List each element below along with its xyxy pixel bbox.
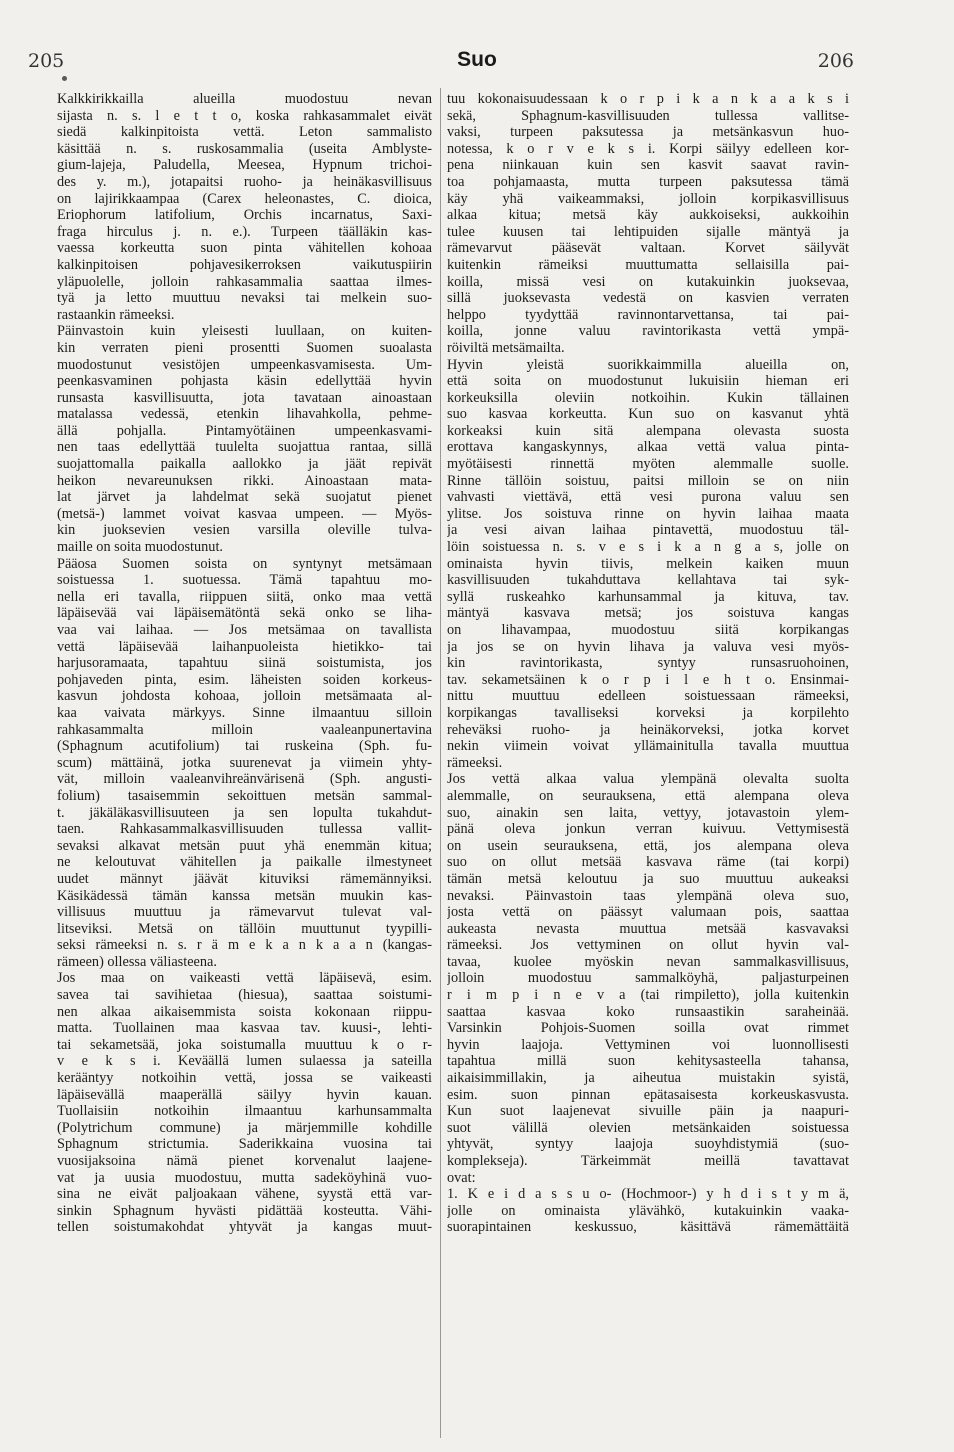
text-line: scum) mättäinä, jotka suurenevat ja viimein yhty- (57, 754, 432, 771)
text-line: kin verraten pieni prosentti Suomen suoalasta (57, 339, 432, 356)
text-line: helppo tyydyttää ravinnontarvettansa, tai pai- (447, 306, 849, 323)
column-divider (440, 88, 441, 1438)
text-line: matta. Tuollainen maa kasvaa tav. kuusi-, lehti- (57, 1020, 432, 1037)
text-line: rämevarvut pääsevät valtaan. Korvet säilyvät (447, 240, 849, 257)
text-line: kaa vaivata märkyys. Sinne ilmaantuu silloin (57, 704, 432, 721)
text-line: sinkin Sphagnum hyvästi pidättää kosteutta. Vähi- (57, 1202, 432, 1219)
text-line: vettä läpäisevää laihanpuoleista hietikko- tai (57, 638, 432, 655)
text-line: on lajirikkaampaa (Carex heleonastes, C. dioica, (57, 190, 432, 207)
text-line: Päinvastoin kuin yleisesti luullaan, on kuiten- (57, 323, 432, 340)
text-line: ne keloutuvat vähitellen ja paikalle ilmestyneet (57, 854, 432, 871)
text-line: kalkinpitoisen pohjavesikerroksen vaikutuspiirin (57, 256, 432, 273)
text-line: Varsinkin Pohjois-Suomen soilla ovat rimmet (447, 1020, 849, 1037)
text-line: (Polytrichum commune) ja märjemmille kohdille (57, 1119, 432, 1136)
text-line: erottava kangaskynnys, alkaa vettä valua pinta- (447, 439, 849, 456)
text-line: seksi rämeeksi n. s. r ä m e k a n k a a n (kangas- (57, 937, 432, 954)
text-line: sijasta n. s. l e t t o, koska rahkasammalet eivät (57, 107, 432, 124)
text-line: des y. m.), jotapaitsi ruoho- ja heinäkasvillisuus (57, 173, 432, 190)
left-page-number: 205 (28, 50, 65, 72)
text-line: (Sphagnum acutifolium) tai ruskeina (Sph. fu- (57, 738, 432, 755)
text-line: litseviksi. Metsä on tällöin muuttunut tyypilli- (57, 920, 432, 937)
text-line: suo, ainakin sen laita, vettyy, jotavastoin ylem- (447, 804, 849, 821)
text-line: suojattomalla paikalla aallokko ja jäät repivät (57, 456, 432, 473)
text-line: saattaa kasvaa koko runsaastikin saraheinää. (447, 1003, 849, 1020)
text-line: vahvasti viettävä, että vesi purona valuu sen (447, 489, 849, 506)
text-line: vaksi, turpeen paksutessa ja metsänkasvun huo- (447, 124, 849, 141)
text-line: taen. Rahkasammalkasvillisuuden tullessa vallit- (57, 821, 432, 838)
text-line: uudet männyt jäävät kituviksi rämemännyiksi. (57, 870, 432, 887)
running-title: Suo (457, 48, 497, 71)
text-line: kin juoksevien vesien varsilla oleville tulva- (57, 522, 432, 539)
text-line: rämeen) ollessa väliasteena. (57, 953, 217, 970)
text-line: soistuessa 1. suotuessa. Tämä tapahtuu mo- (57, 572, 432, 589)
text-line: heikon nevareunuksen rikki. Ainoastaan mata- (57, 472, 432, 489)
text-line: harjusoramaata, tapahtuu siinä soistumista, jos (57, 655, 432, 672)
text-line: jolloin muodostuu sammalköyhä, paljasturpeinen (447, 970, 849, 987)
text-line: ja jos se on hyvin lihava ja valuva vesi myös- (447, 638, 849, 655)
text-line: Tuollaisiin notkoihin ilmaantuu karhunsammalta (57, 1103, 432, 1120)
page-header (0, 50, 954, 80)
text-line: ällä pohjalla. Pintamyötäinen umpeenkasvami- (57, 422, 432, 439)
text-line: fraga hirculus j. n. e.). Turpeen täälläkin kas- (57, 223, 432, 240)
text-line: Sphagnum strictumia. Saderikkaina vuosina tai (57, 1136, 432, 1153)
text-line: pänä oleva jonkun verran kuivuu. Vettymisestä (447, 821, 849, 838)
text-line: ovat: (447, 1169, 476, 1186)
text-line: gium-lajeja, Paludella, Meesea, Hypnum trichoi- (57, 157, 432, 174)
right-text-column (447, 91, 849, 1441)
text-line: t. jäkäläkasvillisuuteen ja sen lopulta tukahdut- (57, 804, 432, 821)
text-line: komplekseja). Tärkeimmät meillä tavattavat (447, 1153, 849, 1169)
text-line: hyvin laajoja. Vettyminen voi luonnollisesti (447, 1036, 849, 1053)
text-line: mäntyä kasvava metsä; jos soistuva kangas (447, 605, 849, 622)
text-line: nella eri tavalla, riippuen siitä, onko maa vettä (57, 588, 432, 605)
text-line: jolle on ominaista ylävähkö, kutakuinkin vaaka- (447, 1202, 849, 1219)
text-line: kerääntyy notkoihin vettä, jossa se vaikeasti (57, 1070, 432, 1087)
text-line: Käsikädessä tämän kanssa metsän muukin kas- (57, 887, 432, 904)
text-line: nen taas edellyttää tuulelta suojattua rantaa, sillä (57, 439, 432, 456)
right-page-number: 206 (817, 50, 854, 72)
text-line: villisuus muuttuu ja rämevarvut tulevat val- (57, 904, 432, 921)
text-line: esim. suon pinnan epätasaisesta korkeuskasvusta. (447, 1086, 849, 1103)
text-line: alemmalle, on seurauksena, että alempana oleva (447, 787, 849, 804)
text-line: yläpuolelle, jolloin rahkasammalia saattaa ilmes- (57, 273, 432, 290)
text-line: käy yhä vaikeammaksi, jolloin korpikasvillisuus (447, 190, 849, 207)
text-line: nittu muuttuu edelleen soistuessaan rämeeksi, (447, 688, 849, 705)
text-line: lat järvet ja lahdelmat sekä suojatut pienet (57, 489, 432, 506)
text-line: vät, milloin vaaleanvihreänvärisenä (Sph. angusti- (57, 771, 432, 788)
text-line: vuosijaksoina nämä pienet korvenalut laajene- (57, 1153, 432, 1169)
text-line: kin ravintorikasta, syntyy runsasruohoinen, (447, 655, 849, 672)
text-line: v e k s i. Keväällä lumen sulaessa ja sateilla (57, 1053, 432, 1070)
text-line: muodostunut vesistöjen umpeenkasvamisesta. Um- (57, 356, 432, 373)
text-line: nevaksi. Päinvastoin taas ylempänä oleva suo, (447, 887, 849, 904)
text-line: savea tai savihietaa (hiesua), saattaa soistumi- (57, 987, 432, 1004)
text-line: Kalkkirikkailla alueilla muodostuu nevan (57, 91, 432, 107)
text-line: vaessa korkeutta suon pinta vähitellen kohoaa (57, 240, 432, 257)
text-line: korkeuksilla oleviin notkoihin. Kukin tällainen (447, 389, 849, 406)
text-line: rahkasammalta milloin vaaleanpunertavina (57, 721, 432, 738)
text-line: r i m p i n e v a (tai rimpiletto), jolla kuitenkin (447, 987, 849, 1004)
text-line: alkaa kitua; metsä käy aukkoiseksi, aukkoihin (447, 207, 849, 224)
text-line: rämeeksi. (447, 754, 503, 771)
text-line: Jos vettä alkaa valua ylempänä olevalta suolta (447, 771, 849, 788)
text-line: nekin viimein voivat yllämainitulla tavalla muuttua (447, 738, 849, 755)
text-line: tav. sekametsäinen k o r p i l e h t o. Ensinmai- (447, 671, 849, 688)
text-line: maille on soita muodostunut. (57, 539, 223, 556)
text-line: pena niinkauan kuin sen kasvit saavat ravin- (447, 157, 849, 174)
text-line: myötäisesti rinnettä myöten alemmalle suolle. (447, 456, 849, 473)
text-line: aukeasta nevasta muuttua metsää kasvavaksi (447, 920, 849, 937)
text-line: röiviltä metsämailta. (447, 339, 565, 356)
text-line: tavaa, kuolee myöskin nevan sammalkasvillisuus, (447, 953, 849, 970)
text-line: sina ne eivät paljoakaan vähene, syystä että var- (57, 1186, 432, 1203)
text-line: folium) tasaisemmin sekoittuen metsän sammal- (57, 787, 432, 804)
text-line: Kun suot laajenevat sivuille päin ja naapuri- (447, 1103, 849, 1120)
text-line: tyä ja letto muuttuu nevaksi tai melkein suo- (57, 290, 432, 307)
text-line: Jos maa on vaikeasti vettä läpäisevä, esim. (57, 970, 432, 987)
text-line: yhtyvät, syntyy laajoja suoyhdistymiä (suo- (447, 1136, 849, 1153)
text-line: notessa, k o r v e k s i. Korpi säilyy edelleen kor- (447, 140, 849, 157)
text-line: matalassa vedessä, etenkin lihavahkolla, pehme- (57, 406, 432, 423)
text-line: toa pohjamaasta, mutta turpeen paksutessa tämä (447, 173, 849, 190)
text-line: peenkasvaminen pohjasta käsin edellyttää hyvin (57, 373, 432, 390)
text-line: tuu kokonaisuudessaan k o r p i k a n k a a k s i (447, 91, 849, 107)
text-line: josta vettä on päässyt valumaan pois, saattaa (447, 904, 849, 921)
left-text-column (57, 91, 432, 1441)
text-line: Eriophorum latifolium, Orchis incarnatus, Saxi- (57, 207, 432, 224)
text-line: tai sekametsää, joka soistumalla muuttuu k o r- (57, 1036, 432, 1053)
text-line: vaa vai laihaa. — Jos metsämaa on tavallista (57, 622, 432, 638)
text-line: suo on ollut metsää kasvava räme (tai korpi) (447, 854, 849, 871)
text-line: sevaksi alkavat metsän puut yhä enemmän kitua; (57, 837, 432, 854)
text-line: (metsä-) lammet voivat kasvaa umpeen. — Myös- (57, 505, 432, 522)
text-line: suo kasvaa korkeutta. Kun suo on kasvanut yhtä (447, 406, 849, 423)
text-line: kasvillisuuden tukahduttava kellahtava tai syk- (447, 572, 849, 589)
text-line: siedä kalkinpitoista vettä. Leton sammalisto (57, 124, 432, 141)
text-line: ylitse. Jos soistuva rinne on hyvin laihaa maata (447, 505, 849, 522)
text-line: tämän metsä keloutuu ja suo muuttuu aukeaksi (447, 870, 849, 887)
text-line: ominaista hyvin tiivis, melkein kaiken muun (447, 555, 849, 572)
text-line: sekä, Sphagnum-kasvillisuuden tullessa vallitse- (447, 107, 849, 124)
text-line: vat ja uusia muodostuu, mutta sadeköyhinä vuo- (57, 1169, 432, 1186)
text-line: tellen soistumakohdat yhtyvät ja kangas muut- (57, 1219, 432, 1236)
text-line: suot välillä olevien metsänkaiden soistuessa (447, 1119, 849, 1136)
text-line: läpäisevällä maaperällä säilyy hyvin kauan. (57, 1086, 432, 1103)
text-line: tulee kuusen tai lehtipuiden sijalle mäntyä ja (447, 223, 849, 240)
text-line: korkeaksi kuin sitä alempana olevasta suosta (447, 422, 849, 439)
text-line: löin soistuessa n. s. v e s i k a n g a s, jolle on (447, 539, 849, 556)
text-line: ja vesi aivan laihaa pintavettä, muodostuu täl- (447, 522, 849, 539)
text-line: että soita on muodostunut lukuisiin hieman eri (447, 373, 849, 390)
text-line: nen alkaa aikaisemmista soista kokonaan riippu- (57, 1003, 432, 1020)
text-line: sillä juoksevasta vedestä on kasvien verraten (447, 290, 849, 307)
bullet-mark (62, 76, 67, 81)
text-line: Rinne tällöin soistuu, paitsi milloin se on niin (447, 472, 849, 489)
text-line: koilla, missä vesi on kutakuinkin juoksevaa, (447, 273, 849, 290)
text-line: tapahtua millä suon kehitysasteella tahansa, (447, 1053, 849, 1070)
text-line: Pääosa Suomen soista on syntynyt metsämaan (57, 555, 432, 572)
text-line: on usein seurauksena, että, jos alempana oleva (447, 837, 849, 854)
text-line: 1. K e i d a s s u o- (Hochmoor-) y h d i s t y m ä, (447, 1186, 849, 1203)
text-line: runsasta kasvillisuutta, jota tavataan ainoastaan (57, 389, 432, 406)
text-line: pohjaveden pinta, esim. läheisten soiden korkeus- (57, 671, 432, 688)
text-line: kasvun johdosta kohoaa, jolloin metsämaata al- (57, 688, 432, 705)
text-line: läpäisevää vai läpäisemätöntä sekä onko se liha- (57, 605, 432, 622)
text-line: rastaankin rämeeksi. (57, 306, 175, 323)
text-line: rämeeksi. Jos vettyminen on ollut hyvin val- (447, 937, 849, 954)
text-line: Hyvin yleistä suorikkaimmilla alueilla on, (447, 356, 849, 373)
text-line: aikaisimmillakin, ja aiheutua muistakin syistä, (447, 1070, 849, 1087)
text-line: kuitenkin rämeiksi muuttumatta sellaisilla pai- (447, 256, 849, 273)
text-line: reheväksi ruoho- ja heinäkorveksi, jotka korvet (447, 721, 849, 738)
text-line: syllä ruskeahko karhunsammal ja kituva, tav. (447, 588, 849, 605)
text-line: on lihavampaa, muodostuu siitä korpikangas (447, 622, 849, 638)
text-line: käsittää n. s. ruskosammalia (useita Amblyste- (57, 140, 432, 157)
text-line: suorapintainen keskussuo, käsittävä rämemättäitä (447, 1219, 849, 1236)
text-line: koilla, jonne valuu ravintorikasta vettä ympä- (447, 323, 849, 340)
text-line: korpikangas tavalliseksi korveksi ja korpilehto (447, 704, 849, 721)
